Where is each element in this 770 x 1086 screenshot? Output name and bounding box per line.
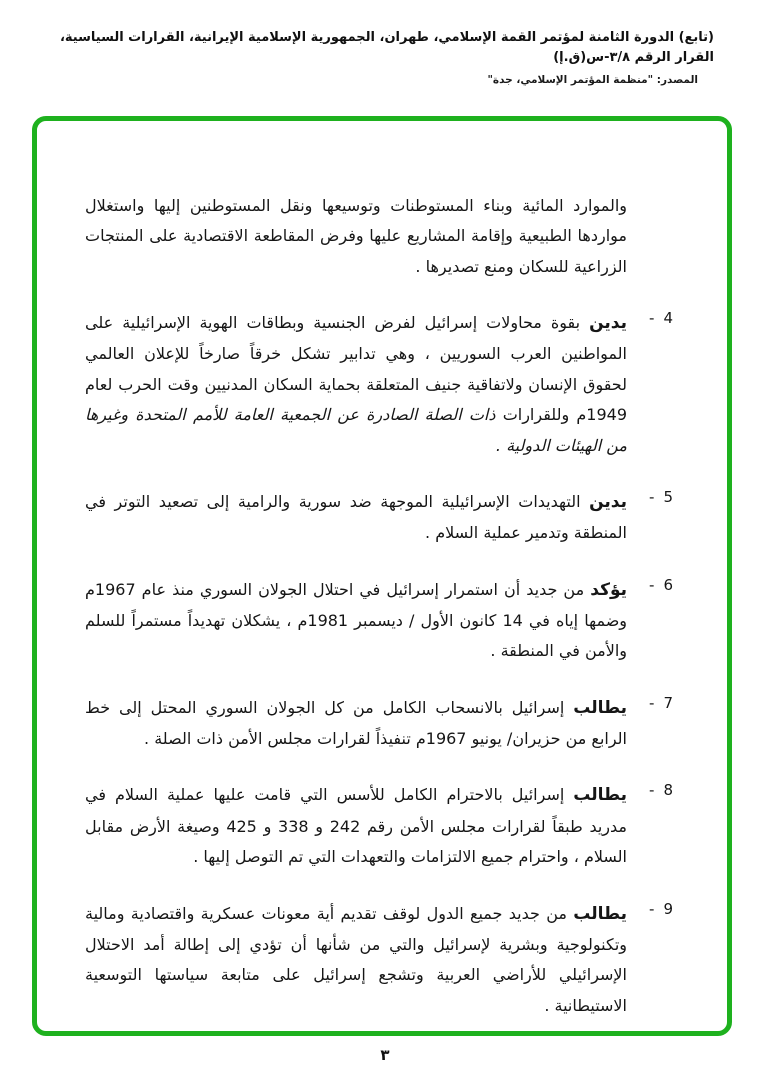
item-number-dash: - bbox=[649, 309, 655, 328]
item-lead-word: يطالب bbox=[573, 697, 627, 718]
list-item bbox=[85, 692, 673, 755]
item-lead-word: يدين bbox=[589, 492, 627, 513]
green-border-frame bbox=[32, 116, 732, 1036]
item-text bbox=[85, 307, 627, 461]
item-number-dash: - bbox=[649, 488, 655, 507]
item-number bbox=[627, 307, 673, 461]
item-body: التهديدات الإسرائيلية الموجهة ضد سورية والرامية إلى تصعيد التوتر في المنطقة وتدمير عملية السلام . bbox=[85, 492, 627, 543]
item-number bbox=[627, 779, 673, 872]
page-number: ٣ bbox=[380, 1046, 390, 1064]
item-text bbox=[85, 898, 627, 1021]
item-number-value: 7 bbox=[663, 693, 673, 712]
item-number bbox=[627, 486, 673, 549]
item-lead-word: يؤكد bbox=[590, 579, 627, 600]
intro-paragraph: والموارد المائية وبناء المستوطنات وتوسيعها ونقل المستوطنين إليها واستغلال مواردها الطبيعية وإقامة المشاريع عليها وفرض المقاطعة الاقتصادية على المنتجات الزراعية للسكان ومنع تصديرها . bbox=[85, 196, 627, 276]
item-number-value: 5 bbox=[663, 488, 673, 507]
item-number-value: 6 bbox=[663, 575, 673, 594]
item-body: إسرائيل بالانسحاب الكامل من كل الجولان السوري المحتل إلى خط الرابع من حزيران/ يونيو 1967م تنفيذاً لقرارات مجلس الأمن ذات الصلة . bbox=[85, 697, 627, 749]
item-number-dash: - bbox=[649, 899, 655, 918]
item-number-value: 8 bbox=[663, 781, 673, 800]
list-item bbox=[85, 486, 673, 549]
item-text bbox=[85, 779, 627, 872]
item-number-value: 4 bbox=[663, 309, 673, 328]
item-number-dash: - bbox=[649, 575, 655, 594]
item-number-dash: - bbox=[649, 693, 655, 712]
page-header bbox=[0, 0, 770, 86]
item-body: من جديد أن استمرار إسرائيل في احتلال الجولان السوري منذ عام 1967م وضمها إياه في 14 كانون الأول / ديسمبر 1981م ، يشكلان تهديداً مستمراً للسلم والأمن في المنطقة . bbox=[85, 579, 628, 661]
list-item bbox=[85, 898, 673, 1021]
item-text bbox=[85, 486, 627, 549]
item-lead-word: يدين bbox=[589, 313, 627, 334]
item-number bbox=[627, 574, 673, 667]
item-lead-word: يطالب bbox=[573, 903, 627, 924]
list-item bbox=[85, 779, 673, 872]
item-body: من جديد جميع الدول لوقف تقديم أية معونات عسكرية واقتصادية ومالية وتكنولوجية وبشرية لإسرائيل والتي من شأنها أن تؤدي إلى إطالة أمد الاحتلال الإسرائيلي للأراضي العربية وتشجع إسرائيل على متابعة سياستها التوسعية الاستيطانية . bbox=[85, 903, 627, 1015]
list-item bbox=[85, 574, 673, 667]
item-number bbox=[627, 692, 673, 755]
item-body: بقوة محاولات إسرائيل لفرض الجنسية وبطاقات الهوية الإسرائيلية على المواطنين العرب السوريين ، وهي تدابير تشكل خرقاً صارخاً للإعلان العالمي لحقوق الإنسان ولاتفاقية جنيف المتعلقة بحماية السكان المدنيين وقت الحرب لعام 1949م وللقرارات bbox=[85, 313, 628, 425]
item-number-value: 9 bbox=[663, 899, 673, 918]
item-number bbox=[627, 898, 673, 1021]
header-source: المصدر: "منظمة المؤتمر الإسلامي، جدة" bbox=[487, 74, 698, 86]
item-body: إسرائيل بالاحترام الكامل للأسس التي قامت عليها عملية السلام في مدريد طبقاً لقرارات مجلس الأمن رقم 242 و 338 و 425 وصيغة الأرض مقابل السلام ، واحترام جميع الالتزامات والتعهدات التي تم التوصل إليها . bbox=[85, 785, 628, 867]
item-lead-word: يطالب bbox=[573, 785, 627, 806]
item-number-dash: - bbox=[649, 781, 655, 800]
item-text bbox=[85, 574, 627, 667]
header-title: (تابع) الدورة الثامنة لمؤتمر القمة الإسلامي، طهران، الجمهورية الإسلامية الإيرانية، القرارات السياسية، القرار الرقم ٣/٨-س(ق.إ) bbox=[59, 30, 714, 65]
item-italic-tail: ذات الصلة الصادرة عن الجمعية العامة للأمم المتحدة وغيرها من الهيئات الدولية . bbox=[85, 405, 627, 455]
item-text bbox=[85, 692, 627, 755]
list-item bbox=[85, 307, 673, 461]
